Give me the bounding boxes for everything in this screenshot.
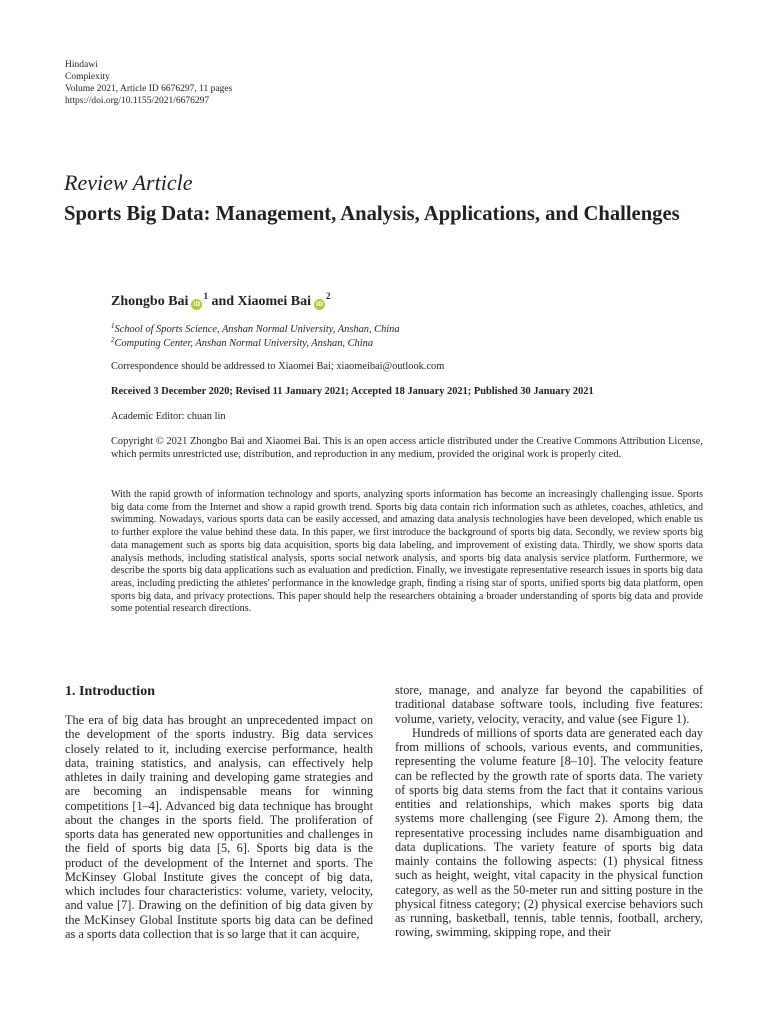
author-name: Xiaomei Bai — [237, 294, 312, 309]
body-column-right — [395, 683, 703, 940]
abstract: With the rapid growth of information technology and sports, analyzing sports information has become an increasingly challenging issue. Sports big data come from the Internet and show a rapid growth trend. Sports big data contain rich information such as athletes, coaches, athletics, and swimming. Nowadays, various sports data can be easily accessed, and amazing data analysis technologies have been developed, which enable us to further explore the value behind these data. In this paper, we first introduce the background of sports big data. Secondly, we review sports big data management such as sports big data acquisition, sports big data labeling, and improvement of existing data. Thirdly, we show sports data analysis methods, including statistical analysis, sports social network analysis, and sports big data analysis service platform. Furthermore, we describe the sports big data applications such as evaluation and prediction. Finally, we investigate representative research issues in sports big data areas, including predicting the athletes' performance in the knowledge graph, finding a rising star of sports, unified sports big data platform, open sports big data, and privacy protections. This paper should help the researchers obtaining a broader understanding of sports big data and provide some potential research directions. — [111, 489, 703, 615]
publisher-name: Hindawi — [65, 60, 98, 70]
author-conjunction: and — [211, 294, 235, 309]
article-type: Review Article — [64, 170, 193, 195]
affiliation-1 — [111, 322, 400, 335]
copyright-notice: Copyright © 2021 Zhongbo Bai and Xiaomei Bai. This is an open access article distributed under the Creative Commons Attribution License, which permits unrestricted use, distribution, and reproduction in any medium, provided the original work is properly cited. — [111, 436, 703, 460]
body-paragraph: Hundreds of millions of sports data are generated each day from millions of schools, various events, and communities, representing the volume feature [8–10]. The velocity feature can be reflected by the growth rate of sports data. The variety of sports big data stems from the fact that it contains various entities and relationships, which makes sports big data systems more challenging (see Figure 2). Among them, the representative processing includes name disambiguation and data duplications. The variety feature of sports big data mainly contains the following aspects: (1) physical fitness such as height, weight, vital capacity in the physical function category, as well as the 50-meter run and sitting posture in the physical fitness category; (2) physical exercise behaviors such as running, basketball, tennis, table tennis, football, archery, rowing, swimming, skipping rope, and their — [395, 725, 703, 940]
journal-name: Complexity — [65, 72, 110, 82]
section-heading: 1. Introduction — [65, 684, 155, 699]
publication-dates: Received 3 December 2020; Revised 11 January 2021; Accepted 18 January 2021; Published 30 January 2021 — [111, 386, 594, 397]
paper-title: Sports Big Data: Management, Analysis, Applications, and Challenges — [64, 203, 680, 225]
volume-info: Volume 2021, Article ID 6676297, 11 pages — [65, 84, 233, 94]
orcid-icon[interactable]: iD — [315, 301, 324, 308]
orcid-icon[interactable]: iD — [193, 301, 201, 308]
affiliation-marker: 1 — [203, 291, 208, 301]
affiliation-marker: 2 — [326, 291, 331, 301]
body-column-left — [65, 713, 373, 941]
body-paragraph: The era of big data has brought an unprecedented impact on the development of the sports industry. Big data services closely related to it, including exercise performance, health data, training statistics, and analysis, can effectively help athletes in daily training and developing game strategies and are becoming an indispensable means for winning competitions [1–4]. Advanced big data technique has brought about the changes in the sports field. The proliferation of sports data has generated new opportunities and challenges in the field of sports big data [5, 6]. Sports big data is the product of the development of the Internet and sports. The McKinsey Global Institute gives the concept of big data, which includes four characteristics: volume, variety, velocity, and value [7]. Drawing on the definition of big data given by the McKinsey Global Institute sports big data can be defined as a sports data collection that is so large that it can acquire, — [65, 713, 373, 941]
affiliation-text: School of Sports Science, Anshan Normal University, Anshan, China — [114, 324, 400, 335]
doi-link[interactable]: https://doi.org/10.1155/2021/6676297 — [65, 96, 210, 106]
affiliation-text: Computing Center, Anshan Normal University, Anshan, China — [114, 338, 374, 349]
body-paragraph: store, manage, and analyze far beyond the capabilities of traditional database software tools, including five features: volume, variety, velocity, veracity, and value (see Figure 1). — [395, 683, 703, 726]
affiliation-number: 2 — [111, 336, 115, 344]
author-line — [111, 291, 331, 310]
author-name: Zhongbo Bai — [111, 294, 189, 309]
affiliation-2 — [111, 336, 373, 349]
academic-editor: Academic Editor: chuan lin — [111, 411, 226, 422]
affiliation-number: 1 — [111, 322, 115, 330]
correspondence: Correspondence should be addressed to Xiaomei Bai; xiaomeibai@outlook.com — [111, 361, 445, 372]
